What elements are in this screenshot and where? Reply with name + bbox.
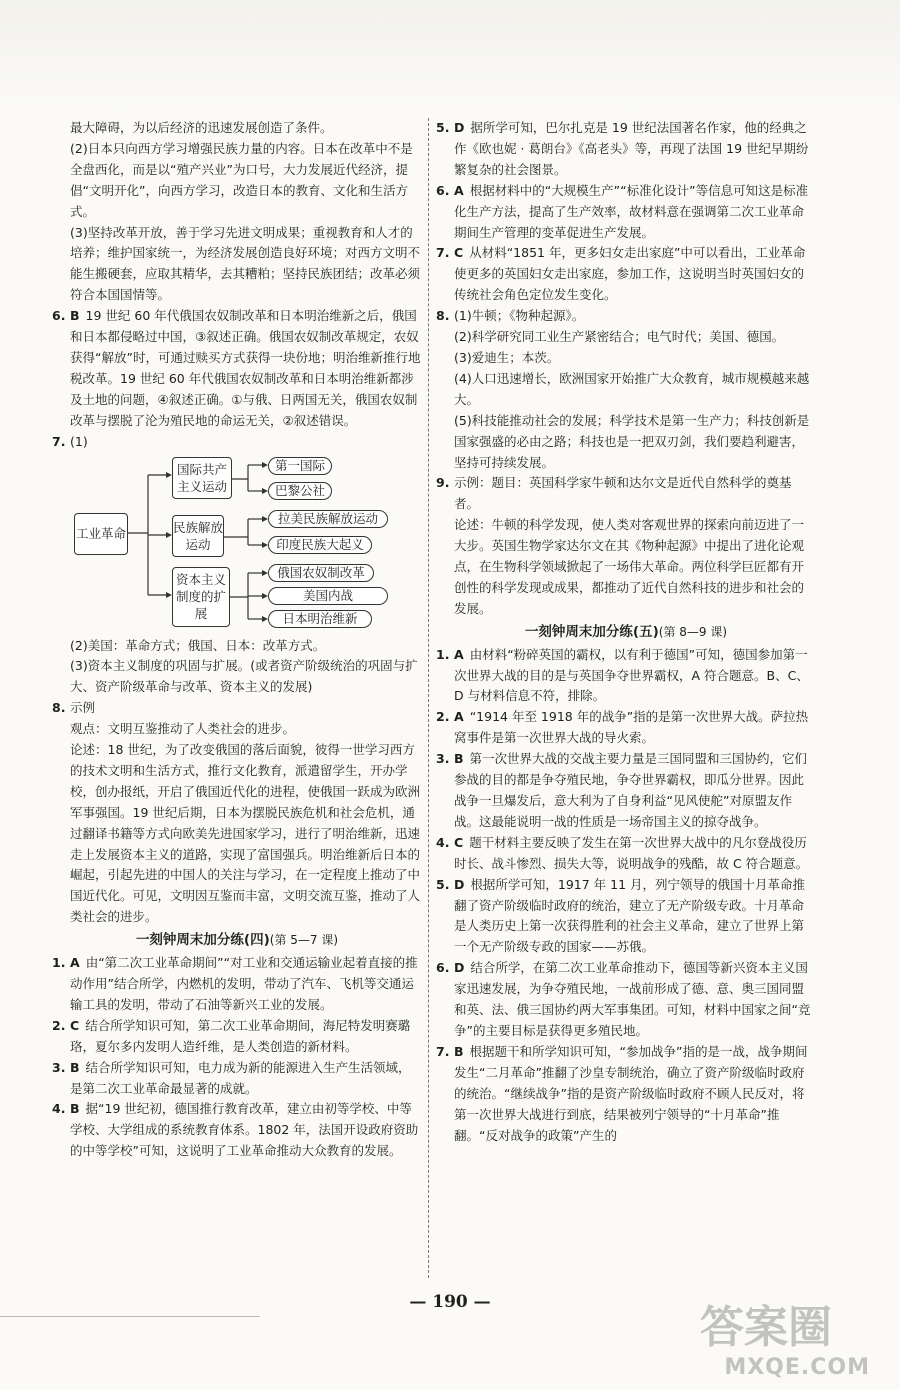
watermark-text: 答案圈: [700, 1302, 832, 1353]
item-answer: A: [454, 709, 464, 725]
item-answer: D: [454, 120, 465, 135]
mindmap-branch: 国际共产主义运动: [172, 457, 232, 499]
item-number: 4.: [436, 834, 450, 850]
left-column: [52, 118, 422, 1162]
item-number: 8.: [52, 700, 66, 716]
item-number: 9.: [436, 475, 450, 491]
item-text: 示例：题目：英国科学家牛顿和达尔文是近代自然科学的奠基者。: [454, 475, 792, 512]
paragraph: (3)资本主义制度的巩固与扩展。(或者资产阶级统治的巩固与扩大、资产阶级革命与改革、资本主义的发展): [70, 658, 418, 695]
right-column: [436, 118, 816, 1146]
item-text: 结合所学知识可知，电力成为新的能源进入生产生活领域，是第二次工业革命最显著的成就。: [70, 1059, 411, 1096]
mindmap-leaf: 日本明治维新: [268, 610, 372, 628]
paragraph: (2)科学研究同工业生产紧密结合；电气时代；美国、德国。: [454, 329, 785, 345]
item-text: “1914 年至 1918 年的战争”指的是第一次世界大战。萨拉热窝事件是第一次世界大战的导火索。: [454, 709, 809, 746]
item-number: 7.: [52, 433, 66, 449]
item-answer: B: [70, 1101, 80, 1117]
mindmap-leaf: 俄国农奴制改革: [268, 564, 374, 582]
page-top-shade: [0, 0, 900, 110]
item-number: 5.: [436, 876, 450, 892]
mindmap-leaf: 拉美民族解放运动: [268, 510, 388, 528]
item-text: 根据所学可知，1917 年 11 月，列宁领导的俄国十月革命推翻了资产阶级临时政府的统治，建立了无产阶级专政。十月革命是人类历史上第一次获得胜利的社会主义革命，建立了世界上第一个无产阶级专政的国家——苏俄。: [454, 876, 806, 955]
paragraph: 论述：18 世纪，为了改变俄国的落后面貌，彼得一世学习西方的技术文明和生活方式，推行文化教育，派遣留学生，开办学校，创办报纸，开启了俄国近代化的进程，使俄国一跃成为欧洲军事强国。19 世纪后期，日本为摆脱民族危机和社会危机，通过翻译书籍等方式向欧美先进国家学习，进行了明治维新，迅速走上发展资本主义的道路，实现了富国强兵。明治维新后日本的崛起，引起先进的中国人的关注与学习，在一定程度上推动了中国近代化。可见，文明因互鉴而丰富，文明交流互鉴，推动了人类社会的进步。: [70, 742, 421, 925]
paragraph: 观点：文明互鉴推动了人类社会的进步。: [70, 721, 296, 737]
item-number: 2.: [436, 709, 450, 725]
answer-item-8: [436, 306, 816, 327]
item-answer: C: [454, 834, 464, 850]
item-number: 4.: [52, 1101, 66, 1117]
answer-item: [436, 707, 816, 749]
answer-item: [436, 1042, 816, 1147]
item-answer: D: [454, 876, 465, 892]
item-number: 1.: [436, 646, 450, 662]
item-answer: B: [454, 751, 464, 767]
answer-item-9: [436, 473, 816, 515]
item-number: 6.: [436, 182, 450, 198]
section-title-4: [52, 930, 422, 951]
item-text: 第一次世界大战的交战主要力量是三国同盟和三国协约，它们参战的目的都是争夺殖民地，争夺世界霸权，即瓜分世界。因此战争一旦爆发后，意大利为了自身利益“见风使舵”对原盟友作战。这最能说明一战的性质是一场帝国主义的掠夺战争。: [454, 751, 808, 829]
item-number: 1.: [52, 955, 66, 971]
answer-item: [436, 833, 816, 875]
item-number: 7.: [436, 245, 450, 261]
item-text: 题干材料主要反映了发生在第一次世界大战中的凡尔登战役历时长、战斗惨烈、损失大等，说明战争的残酷，故 C 符合题意。: [454, 834, 809, 871]
column-divider: [428, 118, 429, 1278]
item-number: 5.: [436, 120, 450, 135]
item-answer: D: [454, 960, 465, 976]
paragraph: 最大障碍，为以后经济的迅速发展创造了条件。: [70, 120, 333, 135]
answer-item: [436, 875, 816, 959]
item-answer: B: [70, 1059, 80, 1075]
answer-item: [52, 1058, 422, 1100]
item-answer: A: [454, 182, 464, 198]
answer-item: [436, 181, 816, 244]
section-subtitle: (第 5—7 课): [269, 933, 339, 948]
item-text: 19 世纪 60 年代俄国农奴制改革和日本明治维新之后，俄国和日本都侵略过中国，③叙述正确。俄国农奴制改革规定，农奴获得“解放”时，可通过赎买方式获得一块份地；明治维新推行地税改革。19 世纪 60 年代俄国农奴制改革和日本明治维新都涉及土地的问题，④叙述正确。①与俄、日两国无关，俄国农奴制改革与摆脱了沦为殖民地的命运无关，②叙述错误。: [70, 308, 421, 428]
mindmap-leaf: 印度民族大起义: [268, 536, 372, 554]
answer-item: [52, 953, 422, 1016]
item-text: (1)牛顿；《物种起源》。: [454, 308, 585, 324]
item-answer: A: [70, 955, 80, 971]
paragraph: (2)美国：革命方式；俄国、日本：改革方式。: [70, 637, 326, 653]
bottom-rule: [0, 1316, 260, 1317]
answer-item-7: [52, 432, 422, 453]
item-number: 3.: [52, 1059, 66, 1075]
item-number: 6.: [52, 308, 66, 324]
paragraph: (2)日本只向西方学习增强民族力量的内容。日本在改革中不是全盘西化，而是以“殖产兴业”为口号，大力发展近代经济，提倡“文明开化”，向西方学习，改造日本的教育、文化和生活方式。: [70, 140, 413, 219]
item-text: 示例: [70, 700, 96, 716]
item-text: 由“第二次工业革命期间”“对工业和交通运输业起着直接的推动作用”结合所学，内燃机的发明，带动了汽车、飞机等交通运输工具的发明，带动了石油等新兴工业的发展。: [70, 955, 418, 1012]
paragraph: (3)爱迪生；本茨。: [454, 349, 560, 365]
item-text: 根据题干和所学知识可知，“参加战争”指的是一战，战争期间发生“二月革命”推翻了沙皇专制统治，确立了资产阶级临时政府的统治。“继续战争”指的是资产阶级临时政府不顾人民反对，将第一次世界大战进行到底，结果被列宁领导的“十月革命”推翻。“反对战争的政策”产生的: [454, 1043, 808, 1143]
watermark-logo: [700, 1302, 870, 1386]
watermark-url: MXQE.COM: [724, 1355, 870, 1380]
item-number: 8.: [436, 308, 450, 324]
item-number: 7.: [436, 1043, 450, 1059]
item-text: 据“19 世纪初，德国推行教育改革，建立由初等学校、中等学校、大学组成的系统教育体系。1802 年，法国开设政府资助的中等学校”可知，这说明了工业革命推动大众教育的发展。: [70, 1101, 419, 1159]
mindmap-branch: 民族解放运动: [172, 515, 224, 557]
item-number: 2.: [52, 1017, 66, 1033]
section-title-5: [436, 622, 816, 643]
item-text: 由材料“粉碎英国的霸权，以有利于德国”可知，德国参加第一次世界大战的目的是与英国争夺世界霸权，A 符合题意。B、C、D 与材料信息不符，排除。: [454, 646, 809, 704]
answer-item: [436, 118, 816, 181]
answer-item: [436, 958, 816, 1042]
item-number: 6.: [436, 960, 450, 976]
mindmap-leaf: 巴黎公社: [268, 482, 332, 500]
item-answer: A: [454, 646, 464, 662]
answer-item: [436, 243, 816, 306]
item-sub: (1): [70, 433, 88, 449]
item-answer: C: [70, 1017, 80, 1033]
answer-item: [436, 749, 816, 833]
mindmap-branch: 资本主义制度的扩展: [172, 567, 230, 627]
answer-item-8: [52, 698, 422, 719]
item-answer: C: [454, 245, 464, 261]
answer-item: [52, 1099, 422, 1162]
paragraph: (3)坚持改革开放，善于学习先进文明成果；重视教育和人才的培养；维护国家统一，为经济发展创造良好环境；对西方文明不能生搬硬套，应取其精华，去其糟粕；坚持民族团结；改革必须符合本国国情等。: [70, 224, 421, 303]
answer-item-6: [52, 306, 422, 431]
paragraph: 论述：牛顿的科学发现，使人类对客观世界的探索向前迈进了一大步。英国生物学家达尔文在其《物种起源》中提出了进化论观点，在生物科学领域掀起了一场伟大革命。两位科学巨匠都有开创性的科学发现或成果，都推动了近代自然科技的进步和社会的发展。: [454, 517, 805, 616]
item-text: 从材料“1851 年，更多妇女走出家庭”中可以看出，工业革命使更多的英国妇女走出家庭，参加工作，这说明当时英国妇女的传统社会角色定位发生变化。: [454, 245, 806, 303]
mindmap-leaf: 美国内战: [268, 587, 388, 605]
item-answer: B: [454, 1043, 464, 1059]
item-text: 根据材料中的“大规模生产”“标准化设计”等信息可知这是标准化生产方法，提高了生产效率，故材料意在强调第二次工业革命期间生产管理的变革促进生产发展。: [454, 182, 809, 240]
item-number: 3.: [436, 751, 450, 767]
answer-item: [436, 645, 816, 708]
paragraph: (4)人口迅速增长，欧洲国家开始推广大众教育，城市规模越来越大。: [454, 370, 810, 407]
item-text: 结合所学知识可知，第二次工业革命期间，海尼特发明赛璐珞，夏尔多内发明人造纤维，是人类创造的新材料。: [70, 1017, 411, 1054]
page-number: — 190 —: [409, 1292, 491, 1312]
answer-item: [52, 1016, 422, 1058]
mindmap: [70, 457, 422, 632]
item-text: 结合所学，在第二次工业革命推动下，德国等新兴资本主义国家迅速发展，为争夺殖民地，一战前形成了德、意、奥三国同盟和英、法、俄三国协约两大军事集团。可知，材料中国家之间“竞争”的主要目标是获得更多殖民地。: [454, 960, 811, 1038]
item-text: 据所学可知，巴尔扎克是 19 世纪法国著名作家，他的经典之作《欧也妮 · 葛朗台》《高老头》等，再现了法国 19 世纪早期纷繁复杂的社会图景。: [454, 120, 809, 177]
section-title: 一刻钟周末加分练(四): [135, 932, 270, 949]
section-title: 一刻钟周末加分练(五): [524, 623, 659, 640]
mindmap-root: 工业革命: [74, 513, 128, 555]
item-answer: B: [70, 308, 80, 324]
section-subtitle: (第 8—9 课): [658, 624, 728, 639]
paragraph: (5)科技能推动社会的发展；科学技术是第一生产力；科技创新是国家强盛的必由之路；科技也是一把双刃剑，我们要趋利避害，坚持可持续发展。: [454, 412, 810, 470]
mindmap-leaf: 第一国际: [268, 457, 332, 475]
